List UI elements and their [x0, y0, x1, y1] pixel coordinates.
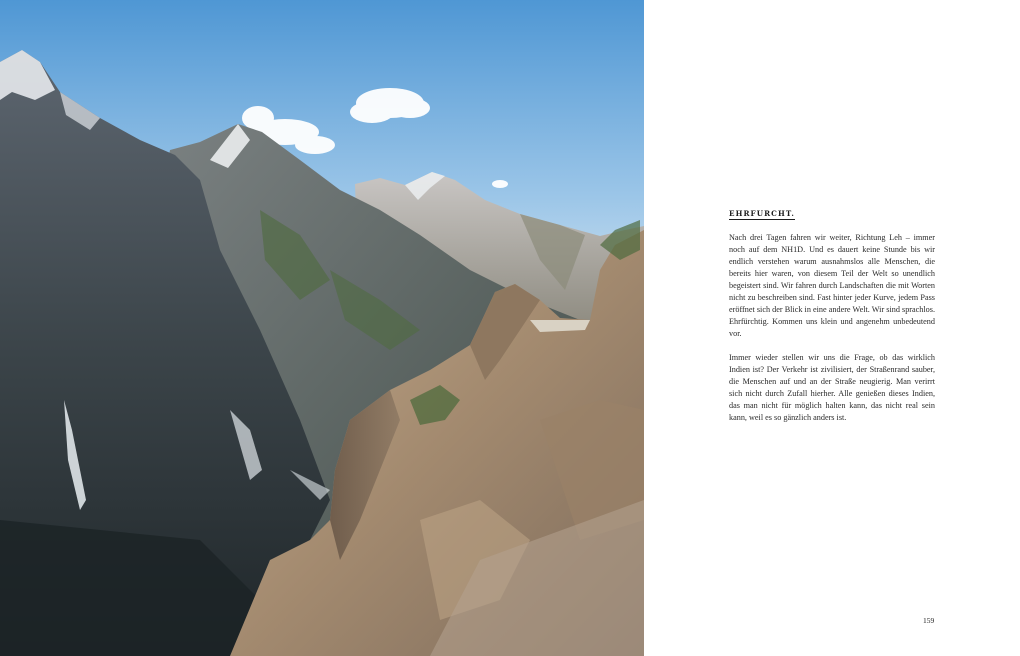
paragraph-1: Nach drei Tagen fahren wir weiter, Richtung Leh – immer noch auf dem NH1D. Und es dauert keine Stunde bis wir endlich verstehen warum ausnahmslos alle Menschen, die bereits hier waren, von diesem Teil der Welt so unendlich begeistert sind. Wir fahren durch Landschaften die mit Worten nicht zu beschreiben sind. Fast hinter jeder Kurve, jedem Pass eröffnet sich der Blick in eine andere Welt. Wir sind sprachlos. Ehrfürchtig. Kommen uns klein und angenehm unbedeutend vor.	[729, 233, 935, 338]
section-heading: EHRFURCHT.	[729, 209, 796, 218]
page-number: 159	[923, 616, 935, 625]
body-text	[729, 232, 935, 436]
paragraph-2: Immer wieder stellen wir uns die Frage, ob das wirklich Indien ist? Der Verkehr ist zivilisiert, der Straßenrand sauber, die Menschen auf und an der Straße neugierig. Man verirrt sich nicht durch Zufall hierher. Alle genießen dieses Indien, das man nicht für möglich halten kann, das nicht real sein kann, weil es so gänzlich anders ist.	[729, 353, 935, 422]
text-page	[644, 0, 1020, 656]
